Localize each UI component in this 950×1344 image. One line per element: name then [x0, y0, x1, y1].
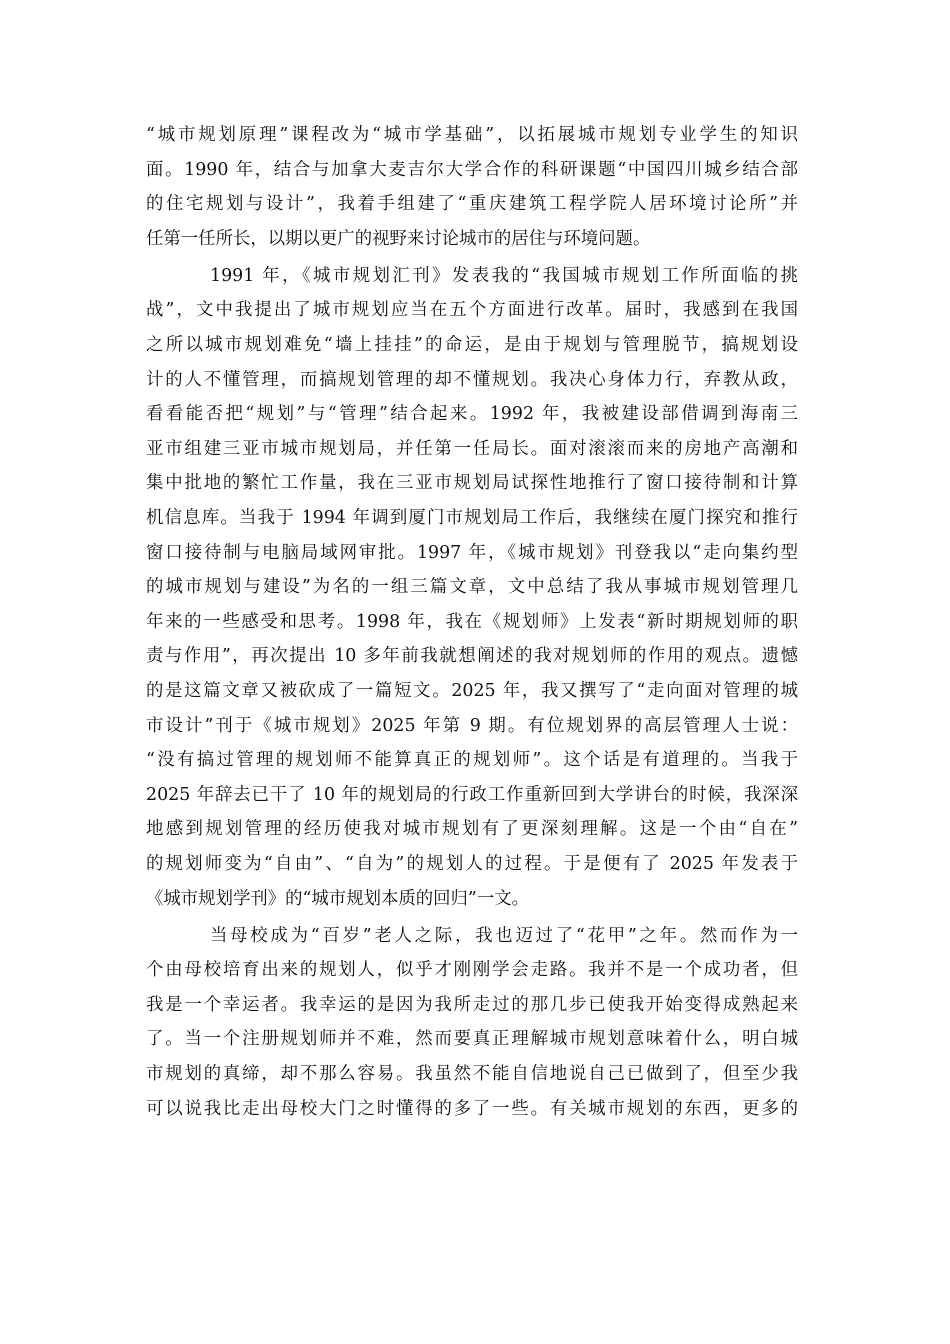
text-line: 市规划的真缔，却不那么容易。我虽然不能自信地说自己已做到了，但至少我 [146, 1064, 798, 1085]
text-line: 机信息库。当我于 1994 年调到厦门市规划局工作后，我继续在厦门探究和推行 [146, 508, 798, 529]
text-line: 集中批地的繁忙工作量，我在三亚市规划局试探性地推行了窗口接待制和计算 [146, 473, 798, 494]
text-line: 面。1990 年，结合与加拿大麦吉尔大学合作的科研课题“中国四川城乡结合部 [146, 159, 798, 180]
text-line: 亚市组建三亚市城市规划局，并任第一任局长。面对滚滚而来的房地产高潮和 [146, 438, 798, 459]
text-line: “城市规划原理”课程改为“城市学基础”，以拓展城市规划专业学生的知识 [146, 125, 798, 145]
text-line: 任第一任所长，以期以更广的视野来讨论城市的居住与环境问题。 [146, 228, 651, 249]
text-line: 我是一个幸运者。我幸运的是因为我所走过的那几步已使我开始变得成熟起来 [146, 994, 798, 1015]
text-line: 看看能否把“规划”与“管理”结合起来。1992 年，我被建设部借调到海南三 [146, 404, 798, 425]
text-line: 个由母校培育出来的规划人，似乎才刚刚学会走路。我并不是一个成功者，但 [146, 960, 798, 981]
text-line: 当母校成为“百岁”老人之际，我也迈过了“花甲”之年。然而作为一 [210, 925, 798, 946]
paragraph-3 [146, 919, 798, 1127]
text-line: 之所以城市规划难免“墙上挂挂”的命运，是由于规划与管理脱节，搞规划设 [146, 335, 798, 356]
body-text [146, 118, 798, 1126]
text-line: 的规划师变为“自由”、“自为”的规划人的过程。于是便有了 2025 年发表于 [146, 853, 798, 874]
text-line: 1991 年，《城市规划汇刊》发表我的“我国城市规划工作所面临的挑 [210, 265, 798, 286]
paragraph-1 [146, 118, 798, 256]
text-line: 了。当一个注册规划师并不难，然而要真正理解城市规划意味着什么，明白城 [146, 1029, 798, 1050]
text-line: 的城市规划与建设”为名的一组三篇文章，文中总结了我从事城市规划管理几 [146, 577, 798, 598]
text-line: 的是这篇文章又被砍成了一篇短文。2025 年，我又撰写了“走向面对管理的城 [146, 681, 798, 701]
text-line: 战”，文中我提出了城市规划应当在五个方面进行改革。届时，我感到在我国 [146, 300, 798, 321]
text-line: 责与作用”，再次提出 10 多年前我就想阐述的我对规划师的作用的观点。遗憾 [146, 646, 798, 667]
text-line: 窗口接待制与电脑局域网审批。1997 年，《城市规划》刊登我以“走向集约型 [146, 542, 798, 563]
text-line: “没有搞过管理的规划师不能算真正的规划师”。这个话是有道理的。当我于 [146, 750, 798, 771]
text-line: 2025 年辞去已干了 10 年的规划局的行政工作重新回到大学讲台的时候，我深深 [146, 784, 798, 805]
text-line: 计的人不懂管理，而搞规划管理的却不懂规划。我决心身体力行，弃教从政， [146, 369, 798, 390]
paragraph-2 [146, 259, 798, 916]
text-line: 的住宅规划与设计”，我着手组建了“重庆建筑工程学院人居环境讨论所”并 [146, 194, 798, 215]
text-line: 《城市规划学刊》的“城市规划本质的回归”一文。 [146, 888, 529, 909]
text-line: 市设计”刊于《城市规划》2025 年第 9 期。有位规划界的高层管理人士说： [146, 715, 798, 736]
text-line: 可以说我比走出母校大门之时懂得的多了一些。有关城市规划的东西，更多的 [146, 1098, 798, 1119]
text-line: 地感到规划管理的经历使我对城市规划有了更深刻理解。这是一个由“自在” [146, 819, 798, 840]
text-line: 年来的一些感受和思考。1998 年，我在《规划师》上发表“新时期规划师的职 [146, 611, 798, 632]
